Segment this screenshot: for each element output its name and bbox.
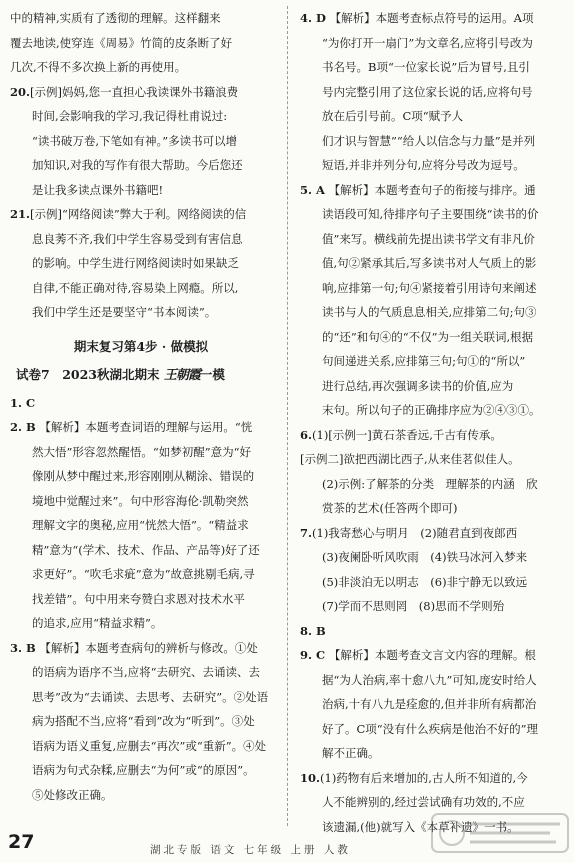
text-line: 号内完整引用了这位家长说的话,应将句号 — [322, 84, 533, 99]
text-line: 语病为语义重复,应删去“再次”或“重新”。④处 — [32, 738, 267, 753]
text-line: 放在后引号前。C项“赋予人 — [322, 109, 464, 123]
text-line: 【解析】本题考查文言文内容的理解。根 — [328, 648, 536, 662]
text-line: 们才识与智慧”“给人以信念与力量”是并列 — [322, 133, 536, 148]
question-number: 1. C — [10, 395, 36, 410]
text-line: 【解析】本题考查病句的辨析与修改。①处 — [39, 640, 258, 655]
text-line: “读书破万卷,下笔如有神。”多读书可以增 — [32, 133, 238, 148]
text-line: 是让我多读点课外书籍吧! — [32, 182, 164, 197]
text-line: 进行总结,再次强调多读书的价值,应为 — [322, 378, 514, 393]
text-line: 【解析】本题考查标点符号的运用。A项 — [329, 11, 534, 25]
text-line: (1)我寄愁心与明月 (2)随君直到夜郎西 — [312, 525, 518, 540]
question-number: 20. — [10, 84, 31, 99]
paper-title: 试卷7 2023秋湖北期末 — [16, 367, 160, 382]
question-number: 2. B — [10, 420, 36, 434]
text-line: 思考”改为“去诵读、去思考、去研究”。②处语 — [32, 689, 269, 704]
question-number: 7. — [300, 525, 313, 540]
signature-mark: 王朝霞 — [163, 368, 200, 383]
text-line: 境地中觉醒过来”。句中形容海伦·凯勒突然 — [32, 493, 249, 508]
question-number: 3. B — [10, 640, 36, 655]
answer-6 — [300, 423, 564, 521]
text-line: 然大悟”形容忽然醒悟。“如梦初醒”意为“好 — [32, 444, 252, 459]
text-line: 几次,不得不多次换上新的再使用。 — [10, 60, 187, 74]
text-line: (2)示例:了解茶的分类 理解茶的内涵 欣 — [322, 476, 538, 491]
text-line: 求更好”。“吹毛求疵”意为“故意挑剔毛病,寻 — [32, 567, 255, 581]
left-column — [10, 6, 272, 807]
question-number: 5. A — [300, 182, 325, 197]
text-line: “为你打开一扇门”为文章名,应将引号改为 — [322, 35, 533, 50]
text-line: 【解析】本题考查句子的衔接与排序。通 — [328, 182, 536, 197]
text-line: [示例二]欲把西湖比西子,从来佳茗似佳人。 — [300, 452, 520, 466]
right-column — [300, 6, 564, 839]
text-line: 中的精神,实质有了透彻的理解。这样翻来 — [10, 11, 221, 25]
answer-19-continued — [10, 6, 272, 80]
question-number: 6. — [300, 427, 313, 442]
text-line: (5)非淡泊无以明志 (6)非宁静无以致远 — [322, 574, 528, 589]
section-heading: 期末复习第4步 · 做模拟 — [73, 338, 209, 354]
answer-3 — [10, 636, 272, 808]
question-number: 4. D — [300, 11, 326, 25]
text-line: ⑤处修改正确。 — [32, 787, 113, 802]
text-line: 病为搭配不当,应将“看到”改为“听到”。③处 — [32, 714, 255, 728]
column-divider — [287, 6, 288, 826]
text-line: 的影响。中学生进行网络阅读时如果缺乏 — [32, 256, 239, 270]
question-number: 10. — [300, 770, 321, 785]
answer-9 — [300, 643, 564, 766]
watermark-logo — [430, 810, 570, 855]
question-number: 21. — [10, 207, 31, 221]
text-line: 读书与人的气质息息相关,应排第二句;句③ — [322, 305, 537, 319]
text-line: 我们中学生还是要坚守“书本阅读”。 — [32, 305, 217, 319]
answer-7 — [300, 521, 564, 619]
text-line: 的语病为语序不当,应将“去研究、去诵读、去 — [32, 665, 261, 679]
text-line: 治病,十有八九是痊愈的,但并非所有病都治 — [322, 697, 537, 711]
answer-1 — [10, 391, 272, 416]
text-line: 精”意为“(学术、技术、作品、产品等)好了还 — [32, 542, 260, 557]
text-line: 书名号。B项“一位家长说”后为冒号,且引 — [322, 60, 530, 74]
text-line: 语病为句式杂糅,应删去“为何”或“的原因”。 — [32, 763, 255, 777]
text-line: 据“为人治病,率十愈八九”可知,庞安时给人 — [322, 672, 537, 687]
text-line: 【解析】本题考查词语的理解与运用。“恍 — [39, 420, 253, 434]
text-line: 末句。所以句子的正确排序应为②④③①。 — [322, 403, 541, 417]
text-line: 时间,会影响我的学习,我记得杜甫说过: — [32, 109, 228, 123]
answer-5 — [300, 178, 564, 423]
text-line: 理解文字的奥秘,应用“恍然大悟”。“精益求 — [32, 518, 249, 532]
text-line: (3)夜阑卧听风吹雨 (4)铁马冰河入梦来 — [322, 550, 528, 564]
text-line: 值”来写。横线前先提出读书学文有非凡价 — [322, 231, 535, 246]
text-line: 赏茶的艺术(任答两个即可) — [322, 501, 458, 515]
text-line: 加知识,对我的写作有很大帮助。今后您还 — [32, 158, 243, 172]
text-line: 自律,不能正确对待,容易染上网瘾。所以, — [32, 280, 239, 295]
text-line: 息良莠不齐,我们中学生容易受到有害信息 — [32, 231, 243, 246]
paper-heading — [16, 363, 272, 389]
text-line: 短语,并非并列分句,应将分号改为逗号。 — [322, 158, 525, 172]
text-line: 像刚从梦中醒过来,形容刚刚从糊涂、错误的 — [32, 469, 255, 483]
text-line: 的“还”和句④的“不仅”为一组关联词,根据 — [322, 329, 534, 344]
page-number: 27 — [8, 831, 35, 853]
answer-20 — [10, 80, 272, 203]
text-line: 句间递进关系,应排第三句;句①的“所以” — [322, 354, 526, 368]
text-line: 读语段可知,待排序句子主要围绕“读书的价 — [322, 207, 539, 221]
text-line: (1)药物有后来增加的,古人所不知道的,今 — [320, 770, 528, 785]
text-line: [示例]“网络阅读”弊大于利。网络阅读的信 — [30, 207, 247, 221]
text-line: [示例]妈妈,您一直担心我读课外书籍浪费 — [30, 84, 239, 99]
text-line: 人不能辨别的,经过尝试确有功效的,不应 — [322, 795, 525, 809]
text-line: 该遗漏,(他)就写入《本草补遗》一书。 — [322, 819, 519, 834]
question-number: 9. C — [300, 648, 326, 662]
text-line: 值,句②紧承其后,写多读书对人气质上的影 — [322, 256, 537, 270]
question-number: 8. B — [300, 623, 326, 638]
text-line: 覆去地读,使穿连《周易》竹简的皮条断了好 — [10, 35, 233, 50]
answer-21 — [10, 202, 272, 325]
text-line: (7)学而不思则罔 (8)思而不学则殆 — [322, 599, 505, 613]
text-line: 的追求,应用“精益求精”。 — [32, 616, 163, 630]
answer-2 — [10, 415, 272, 636]
text-line: 响,应排第一句;句④紧接着引用诗句来阐述 — [322, 280, 537, 295]
footer-text: 湖北专版 语文 七年级 上册 人教 — [150, 844, 351, 856]
answer-4 — [300, 6, 564, 178]
text-line: 找差错”。句中用来夸赞白求恩对技术水平 — [32, 591, 245, 606]
text-line: 好了。C项“没有什么疾病是他治不好的”理 — [322, 721, 539, 736]
answer-8 — [300, 619, 564, 644]
text-line: 解不正确。 — [322, 746, 380, 760]
paper-title-tail: 一模 — [199, 367, 225, 382]
text-line: (1)[示例一]黄石茶香远,千古有传承。 — [312, 427, 502, 442]
